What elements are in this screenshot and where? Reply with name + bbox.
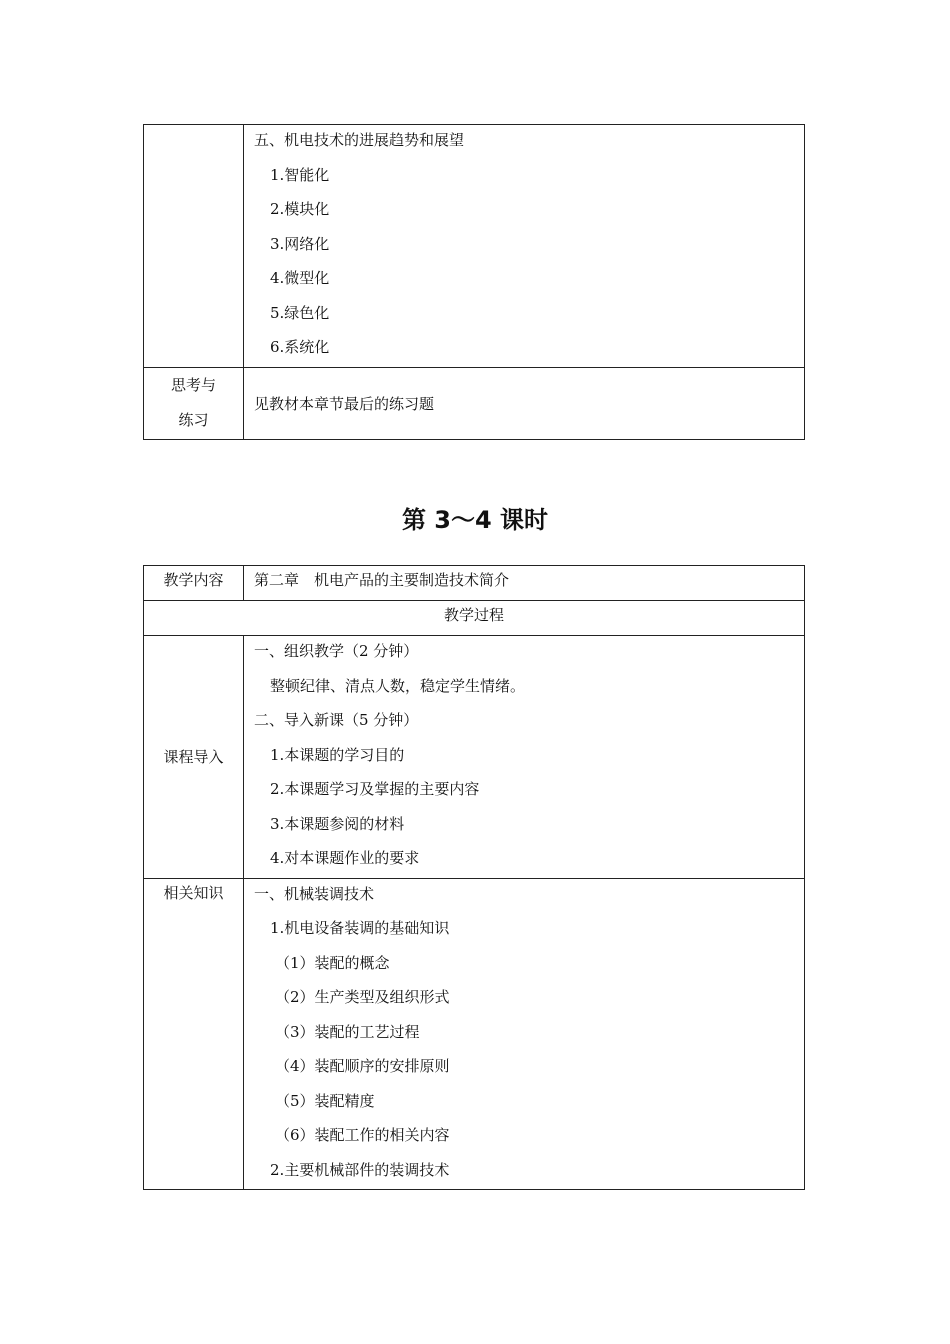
table-row: [144, 367, 805, 439]
list-item: 整顿纪律、清点人数，稳定学生情绪。: [270, 676, 526, 695]
list-item: （6）装配工作的相关内容: [275, 1126, 450, 1144]
exercise-content-cell: [244, 367, 805, 439]
knowledge-list: [244, 879, 804, 1190]
list-item: 1.机电设备装调的基础知识: [270, 919, 450, 937]
section-title: 第 3～4 课时: [401, 506, 549, 534]
trend-list: [244, 125, 804, 367]
exercise-label-line2: 练习: [178, 410, 209, 429]
list-item: （2）生产类型及组织形式: [275, 988, 450, 1006]
list-item: 五、机电技术的进展趋势和展望: [254, 131, 465, 149]
list-item: 2.本课题学习及掌握的主要内容: [270, 780, 480, 798]
list-item: 二、导入新课（5 分钟）: [254, 711, 419, 729]
table-row: [144, 601, 805, 636]
table-row: [144, 636, 805, 879]
table-row: [144, 878, 805, 1190]
content-value-cell: [244, 566, 805, 601]
knowledge-content-cell: [244, 878, 805, 1190]
intro-label: 课程导入: [163, 748, 224, 767]
exercise-label-line1: 思考与: [170, 375, 216, 394]
process-header-cell: [144, 601, 805, 636]
list-item: 4.对本课题作业的要求: [270, 849, 420, 867]
exercise-label-cell: [144, 367, 244, 439]
intro-content-cell: [244, 636, 805, 879]
exercise-content: 见教材本章节最后的练习题: [254, 394, 435, 413]
list-item: 2.模块化: [270, 200, 330, 218]
list-item: （5）装配精度: [275, 1091, 375, 1110]
intro-label-cell: [144, 636, 244, 879]
content-label: 教学内容: [163, 571, 224, 589]
knowledge-label: 相关知识: [163, 883, 224, 902]
list-item: 1.智能化: [270, 165, 330, 184]
knowledge-label-cell: [144, 878, 244, 1190]
list-item: （3）装配的工艺过程: [275, 1022, 420, 1041]
content-value: 第二章 机电产品的主要制造技术简介: [254, 571, 510, 589]
list-item: （1）装配的概念: [275, 953, 390, 972]
list-item: 5.绿色化: [270, 303, 330, 322]
list-item: 一、机械装调技术: [254, 884, 375, 903]
intro-list: [244, 636, 804, 878]
table-row: [144, 566, 805, 601]
list-item: 6.系统化: [270, 338, 330, 356]
list-item: 3.网络化: [270, 234, 330, 253]
list-item: 2.主要机械部件的装调技术: [270, 1160, 450, 1179]
lesson-table-continued: [143, 124, 805, 440]
table-row: [144, 125, 805, 368]
lesson-table: [143, 565, 805, 1190]
empty-label-cell: [144, 125, 244, 368]
list-item: 一、组织教学（2 分钟）: [254, 642, 419, 660]
list-item: （4）装配顺序的安排原则: [275, 1057, 450, 1075]
content-cell: [244, 125, 805, 368]
process-header: 教学过程: [443, 606, 504, 624]
list-item: 3.本课题参阅的材料: [270, 814, 405, 833]
content-label-cell: [144, 566, 244, 601]
list-item: 4.微型化: [270, 269, 330, 287]
list-item: 1.本课题的学习目的: [270, 745, 405, 764]
